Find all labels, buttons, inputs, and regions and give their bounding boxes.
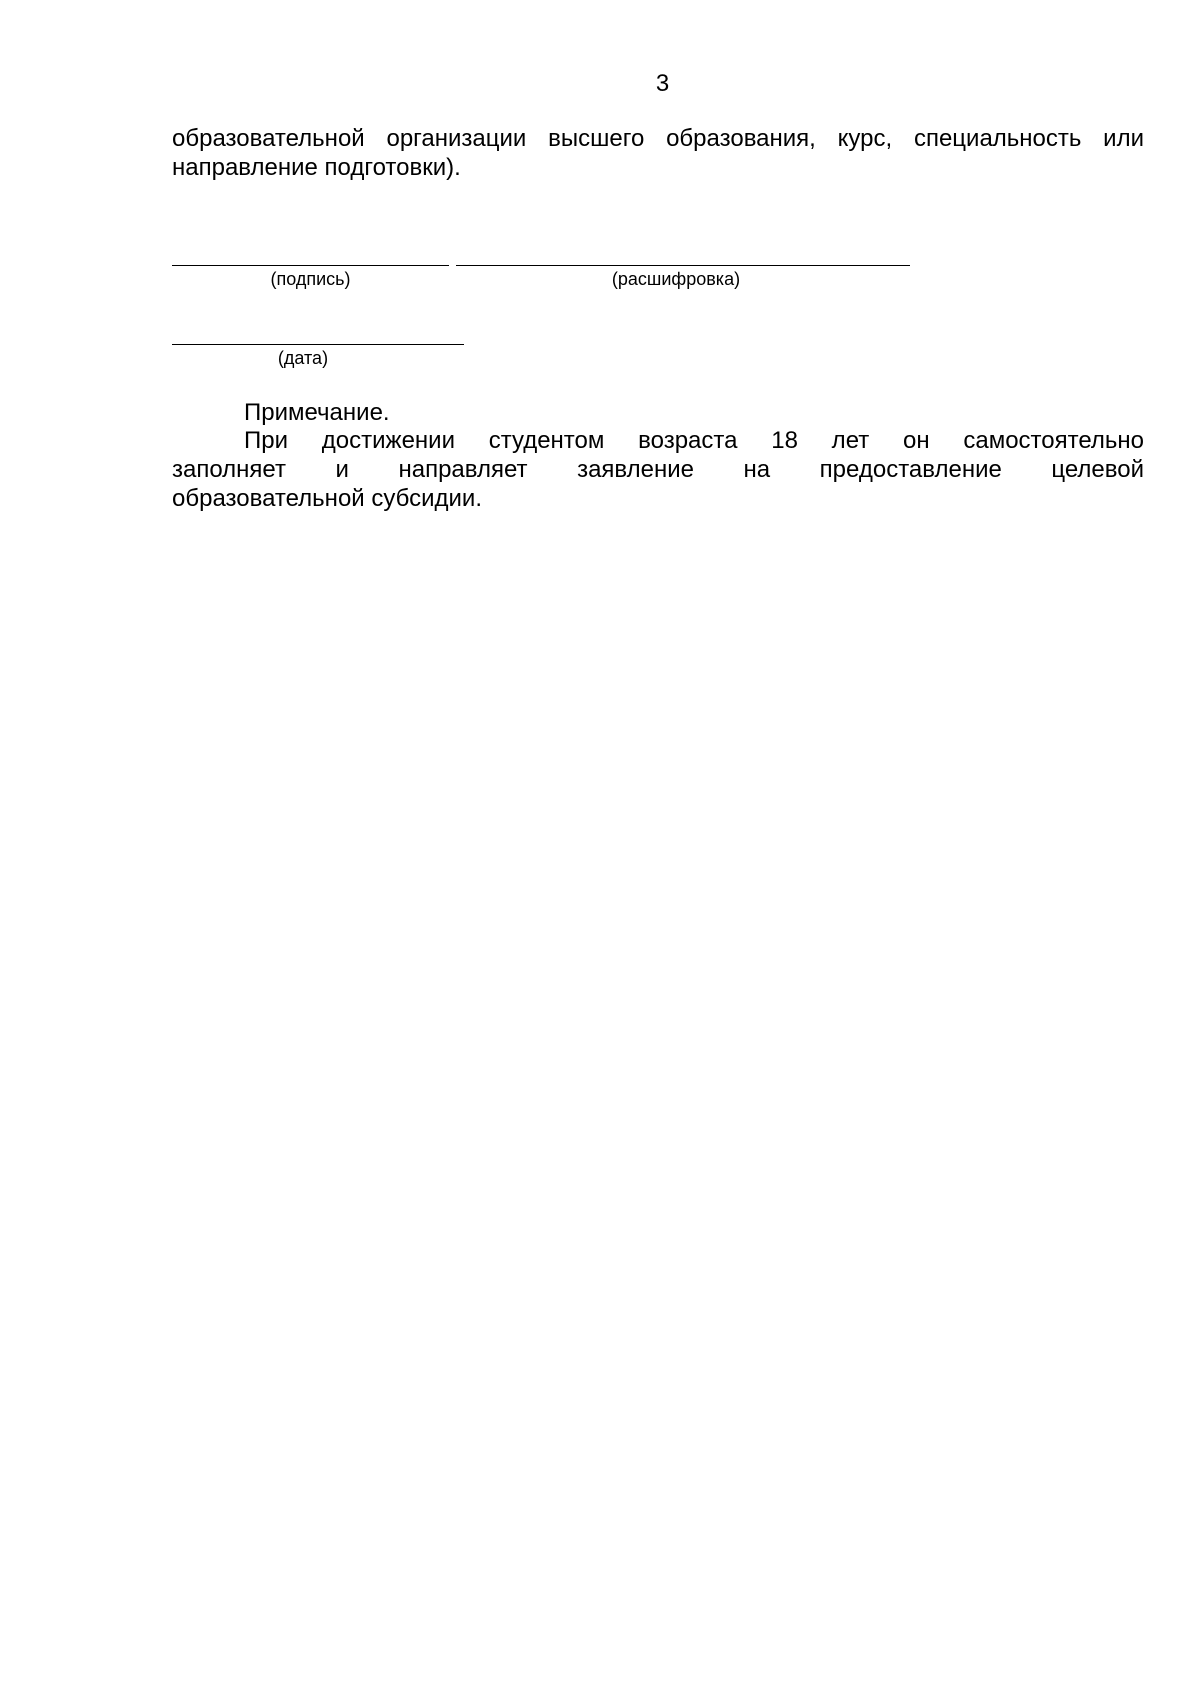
page-number — [0, 70, 1200, 98]
date-line — [172, 344, 464, 345]
decoding-caption: (расшифровка) — [611, 269, 741, 289]
date-caption: (дата) — [277, 348, 329, 368]
note-line-3: образовательной субсидии. — [172, 485, 482, 512]
signature-line — [172, 265, 449, 266]
page-number-text: 3 — [655, 70, 670, 97]
signature-caption: (подпись) — [270, 269, 351, 289]
note-line-2: заполняет и направляет заявление на предоставление целевой — [172, 456, 1144, 483]
note-paragraph — [172, 426, 1144, 513]
decoding-line — [456, 265, 910, 266]
intro-line-1: образовательной организации высшего образования, курс, специальность или — [172, 125, 1144, 152]
note-title: Примечание. — [244, 399, 390, 426]
intro-paragraph — [172, 124, 1144, 182]
intro-line-2: направление подготовки). — [172, 154, 461, 181]
note-line-1: При достижении студентом возраста 18 лет он самостоятельно — [244, 427, 1144, 454]
